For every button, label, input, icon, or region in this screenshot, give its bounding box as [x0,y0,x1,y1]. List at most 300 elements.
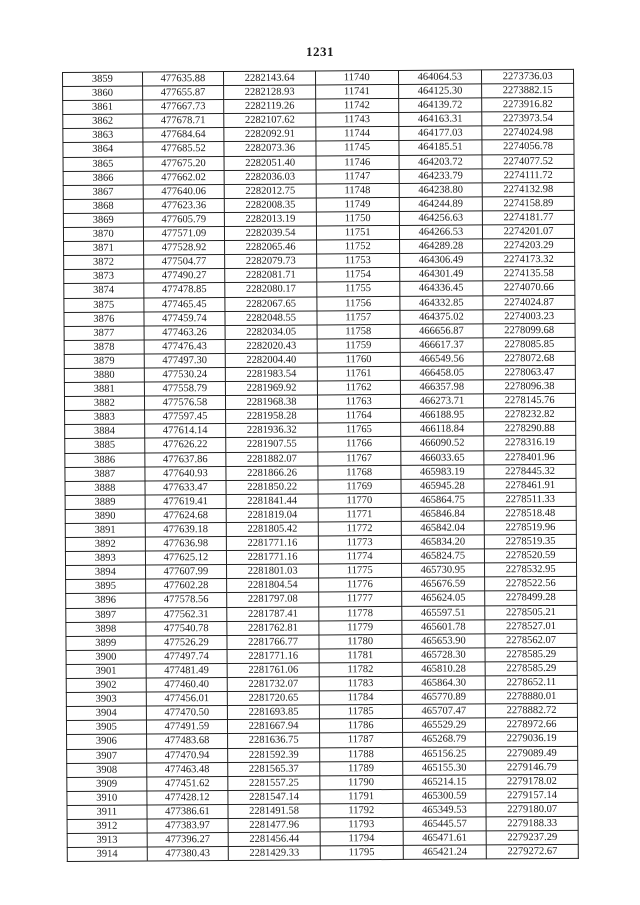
x-coord-right-cell: 465529.29 [402,718,486,733]
x-coord-left-cell: 477459.74 [144,311,226,326]
y-coord-left-cell: 2281787.41 [227,607,319,622]
point-id-left-cell: 3901 [66,664,146,679]
y-coord-right-cell: 2278562.07 [485,633,577,648]
x-coord-right-cell: 466357.98 [400,380,484,395]
x-coord-right-cell: 465624.05 [401,591,485,606]
point-id-right-cell: 11781 [319,648,402,663]
point-id-right-cell: 11768 [318,465,401,480]
point-id-right-cell: 11779 [319,620,402,635]
x-coord-left-cell: 477383.97 [147,818,229,833]
y-coord-left-cell: 2282081.71 [225,268,317,283]
page-number: 1231 [306,44,334,59]
y-coord-left-cell: 2282039.54 [225,226,317,241]
point-id-left-cell: 3905 [66,720,146,735]
x-coord-left-cell: 477490.27 [143,269,225,284]
x-coord-right-cell: 465653.90 [402,634,486,649]
point-id-left-cell: 3869 [63,213,143,228]
y-coord-right-cell: 2279180.07 [486,802,578,817]
point-id-right-cell: 11793 [320,817,403,832]
x-coord-right-cell: 466617.37 [400,338,484,353]
x-coord-right-cell: 465770.89 [402,690,486,705]
y-coord-left-cell: 2282128.93 [224,85,316,100]
y-coord-left-cell: 2282143.64 [224,71,316,86]
x-coord-right-cell: 464163.31 [398,112,482,127]
x-coord-right-cell: 466549.56 [400,352,484,367]
y-coord-right-cell: 2278585.29 [485,647,577,662]
y-coord-left-cell: 2281761.06 [227,663,319,678]
y-coord-right-cell: 2278401.96 [484,450,576,465]
y-coord-right-cell: 2279237.29 [486,830,578,845]
x-coord-right-cell: 465983.19 [400,465,484,480]
x-coord-left-cell: 477558.79 [144,382,226,397]
y-coord-left-cell: 2282013.19 [225,212,317,227]
x-coord-right-cell: 466033.65 [400,450,484,465]
y-coord-right-cell: 2274132.98 [482,182,574,197]
point-id-left-cell: 3893 [65,551,145,566]
y-coord-right-cell: 2279188.33 [486,816,578,831]
point-id-left-cell: 3912 [67,819,147,834]
y-coord-left-cell: 2282079.73 [225,254,317,269]
y-coord-right-cell: 2278520.59 [485,549,577,564]
y-coord-right-cell: 2278085.85 [483,337,575,352]
y-coord-right-cell: 2273973.54 [482,112,574,127]
point-id-right-cell: 11745 [316,141,399,156]
x-coord-right-cell: 465864.30 [402,676,486,691]
y-coord-right-cell: 2278882.72 [486,704,578,719]
x-coord-right-cell: 464266.53 [399,225,483,240]
y-coord-left-cell: 2281693.85 [228,705,320,720]
point-id-right-cell: 11770 [318,493,401,508]
point-id-right-cell: 11747 [316,169,399,184]
point-id-left-cell: 3859 [63,72,143,87]
y-coord-right-cell: 2278519.96 [484,520,576,535]
point-id-right-cell: 11773 [318,536,401,551]
x-coord-left-cell: 477478.85 [143,283,225,298]
y-coord-right-cell: 2274003.23 [483,309,575,324]
point-id-left-cell: 3890 [65,509,145,524]
y-coord-left-cell: 2282008.35 [225,198,317,213]
y-coord-left-cell: 2282067.65 [225,296,317,311]
point-id-left-cell: 3880 [64,368,144,383]
x-coord-left-cell: 477428.12 [147,790,229,805]
x-coord-left-cell: 477625.12 [145,551,227,566]
point-id-left-cell: 3860 [63,86,143,101]
point-id-left-cell: 3888 [65,481,145,496]
x-coord-left-cell: 477605.79 [143,212,225,227]
point-id-right-cell: 11789 [320,761,403,776]
x-coord-right-cell: 465597.51 [401,605,485,620]
x-coord-right-cell: 464125.30 [398,84,482,99]
y-coord-left-cell: 2281958.28 [226,409,318,424]
x-coord-right-cell: 465300.59 [402,789,486,804]
y-coord-left-cell: 2281804.54 [227,578,319,593]
x-coord-right-cell: 464185.51 [399,140,483,155]
y-coord-right-cell: 2274024.87 [483,295,575,310]
y-coord-left-cell: 2281797.08 [227,592,319,607]
y-coord-right-cell: 2278972.66 [486,718,578,733]
y-coord-right-cell: 2274111.72 [482,168,574,183]
point-id-right-cell: 11746 [316,155,399,170]
point-id-right-cell: 11750 [316,211,399,226]
x-coord-right-cell: 465676.59 [401,577,485,592]
x-coord-right-cell: 465155.30 [402,761,486,776]
x-coord-left-cell: 477456.01 [146,692,228,707]
x-coord-left-cell: 477380.43 [147,847,229,862]
y-coord-left-cell: 2281983.54 [226,367,318,382]
y-coord-left-cell: 2281732.07 [227,677,319,692]
y-coord-left-cell: 2281429.33 [228,846,320,861]
y-coord-left-cell: 2281771.16 [227,550,319,565]
point-id-right-cell: 11784 [319,691,402,706]
y-coord-right-cell: 2279146.79 [486,760,578,775]
point-id-right-cell: 11764 [318,409,401,424]
point-id-left-cell: 3913 [67,833,147,848]
x-coord-right-cell: 466118.84 [400,422,484,437]
y-coord-right-cell: 2278232.82 [484,408,576,423]
point-id-right-cell: 11741 [316,85,399,100]
point-id-left-cell: 3892 [65,537,145,552]
x-coord-right-cell: 465156.25 [402,746,486,761]
point-id-left-cell: 3907 [67,748,147,763]
x-coord-left-cell: 477602.28 [145,579,227,594]
y-coord-right-cell: 2278880.01 [486,689,578,704]
point-id-left-cell: 3914 [67,847,147,862]
x-coord-left-cell: 477636.98 [145,537,227,552]
coordinates-table [62,69,579,862]
y-coord-left-cell: 2281592.39 [228,747,320,762]
y-coord-left-cell: 2282119.26 [224,99,316,114]
y-coord-left-cell: 2281547.14 [228,790,320,805]
x-coord-right-cell: 466656.87 [400,324,484,339]
x-coord-left-cell: 477626.22 [144,438,226,453]
y-coord-right-cell: 2278445.32 [484,464,576,479]
y-coord-left-cell: 2281636.75 [228,733,320,748]
y-coord-right-cell: 2274173.32 [483,253,575,268]
x-coord-right-cell: 465445.57 [403,817,487,832]
y-coord-left-cell: 2281805.42 [226,522,318,537]
point-id-left-cell: 3903 [66,692,146,707]
point-id-left-cell: 3863 [63,128,143,143]
y-coord-left-cell: 2282036.03 [224,170,316,185]
x-coord-right-cell: 466458.05 [400,366,484,381]
y-coord-right-cell: 2278527.01 [485,619,577,634]
x-coord-left-cell: 477678.71 [142,114,224,129]
y-coord-right-cell: 2278519.35 [485,534,577,549]
x-coord-left-cell: 477530.24 [144,367,226,382]
x-coord-left-cell: 477571.09 [143,227,225,242]
y-coord-right-cell: 2274201.07 [483,224,575,239]
point-id-right-cell: 11753 [317,254,400,269]
point-id-right-cell: 11778 [319,606,402,621]
y-coord-right-cell: 2274024.98 [482,126,574,141]
x-coord-left-cell: 477607.99 [145,565,227,580]
x-coord-right-cell: 464139.72 [398,98,482,113]
x-coord-right-cell: 465268.79 [402,732,486,747]
x-coord-right-cell: 464064.53 [398,70,482,85]
y-coord-left-cell: 2281969.92 [226,381,318,396]
point-id-left-cell: 3882 [64,396,144,411]
x-coord-left-cell: 477667.73 [142,100,224,115]
y-coord-left-cell: 2281771.16 [227,536,319,551]
y-coord-right-cell: 2273736.03 [482,69,574,84]
point-id-right-cell: 11756 [317,296,400,311]
y-coord-right-cell: 2274181.77 [483,210,575,225]
point-id-left-cell: 3886 [65,453,145,468]
x-coord-right-cell: 465834.20 [401,535,485,550]
y-coord-left-cell: 2282004.40 [225,353,317,368]
y-coord-right-cell: 2273882.15 [482,83,574,98]
x-coord-left-cell: 477633.47 [145,480,227,495]
x-coord-left-cell: 477386.61 [147,804,229,819]
y-coord-right-cell: 2278461.91 [484,478,576,493]
x-coord-right-cell: 465728.30 [402,648,486,663]
x-coord-right-cell: 464301.49 [399,267,483,282]
point-id-right-cell: 11788 [320,747,403,762]
point-id-left-cell: 3878 [64,340,144,355]
y-coord-left-cell: 2281771.16 [227,649,319,664]
y-coord-right-cell: 2278652.11 [485,675,577,690]
x-coord-left-cell: 477528.92 [143,241,225,256]
y-coord-left-cell: 2282020.43 [225,339,317,354]
x-coord-right-cell: 464233.79 [399,169,483,184]
x-coord-right-cell: 464256.63 [399,211,483,226]
x-coord-left-cell: 477451.62 [146,776,228,791]
point-id-left-cell: 3909 [67,777,147,792]
x-coord-left-cell: 477463.48 [146,762,228,777]
y-coord-right-cell: 2279178.02 [486,774,578,789]
x-coord-left-cell: 477465.45 [143,297,225,312]
x-coord-right-cell: 465471.61 [403,831,487,846]
point-id-left-cell: 3867 [63,185,143,200]
point-id-left-cell: 3875 [64,298,144,313]
point-id-left-cell: 3871 [64,241,144,256]
x-coord-right-cell: 465349.53 [403,803,487,818]
point-id-left-cell: 3889 [65,495,145,510]
y-coord-left-cell: 2281477.96 [228,818,320,833]
point-id-right-cell: 11744 [316,127,399,142]
x-coord-left-cell: 477481.49 [146,663,228,678]
y-coord-left-cell: 2281766.77 [227,635,319,650]
point-id-right-cell: 11743 [316,113,399,128]
point-id-right-cell: 11757 [317,310,400,325]
point-id-right-cell: 11791 [320,789,403,804]
point-id-left-cell: 3872 [64,255,144,270]
y-coord-right-cell: 2278096.38 [484,379,576,394]
y-coord-right-cell: 2278290.88 [484,422,576,437]
point-id-left-cell: 3910 [67,791,147,806]
point-id-left-cell: 3894 [66,565,146,580]
x-coord-right-cell: 464177.03 [398,126,482,141]
x-coord-left-cell: 477460.40 [146,678,228,693]
y-coord-right-cell: 2278499.28 [485,591,577,606]
y-coord-left-cell: 2282080.17 [225,282,317,297]
x-coord-left-cell: 477576.58 [144,396,226,411]
x-coord-right-cell: 464336.45 [399,281,483,296]
x-coord-left-cell: 477635.88 [142,72,224,87]
point-id-right-cell: 11787 [319,733,402,748]
y-coord-right-cell: 2279157.14 [486,788,578,803]
y-coord-right-cell: 2274056.78 [482,140,574,155]
y-coord-left-cell: 2281491.58 [228,804,320,819]
y-coord-right-cell: 2278145.76 [484,394,576,409]
y-coord-left-cell: 2282034.05 [225,325,317,340]
x-coord-left-cell: 477491.59 [146,720,228,735]
point-id-left-cell: 3883 [65,410,145,425]
x-coord-right-cell: 466273.71 [400,394,484,409]
point-id-left-cell: 3884 [65,424,145,439]
x-coord-left-cell: 477640.06 [143,184,225,199]
point-id-right-cell: 11761 [317,366,400,381]
y-coord-right-cell: 2278505.21 [485,605,577,620]
point-id-right-cell: 11776 [319,578,402,593]
point-id-left-cell: 3911 [67,805,147,820]
x-coord-right-cell: 464238.80 [399,183,483,198]
point-id-left-cell: 3891 [65,523,145,538]
y-coord-right-cell: 2278063.47 [484,365,576,380]
point-id-right-cell: 11758 [317,324,400,339]
y-coord-right-cell: 2278518.48 [484,506,576,521]
y-coord-right-cell: 2274077.52 [482,154,574,169]
y-coord-left-cell: 2281801.03 [227,564,319,579]
point-id-right-cell: 11771 [318,507,401,522]
point-id-left-cell: 3881 [64,382,144,397]
point-id-right-cell: 11760 [317,352,400,367]
table-row [67,845,578,862]
point-id-left-cell: 3868 [63,199,143,214]
point-id-right-cell: 11774 [318,550,401,565]
point-id-right-cell: 11792 [320,803,403,818]
point-id-left-cell: 3906 [67,734,147,749]
y-coord-right-cell: 2274135.58 [483,267,575,282]
point-id-right-cell: 11754 [317,268,400,283]
point-id-left-cell: 3861 [63,100,143,115]
point-id-left-cell: 3885 [65,438,145,453]
point-id-left-cell: 3902 [66,678,146,693]
x-coord-left-cell: 477619.41 [145,494,227,509]
y-coord-left-cell: 2282073.36 [224,141,316,156]
x-coord-left-cell: 477396.27 [147,833,229,848]
x-coord-right-cell: 465864.75 [401,493,485,508]
point-id-left-cell: 3876 [64,312,144,327]
x-coord-right-cell: 465846.84 [401,507,485,522]
point-id-left-cell: 3864 [63,142,143,157]
x-coord-left-cell: 477685.52 [143,142,225,157]
x-coord-right-cell: 465601.78 [401,620,485,635]
x-coord-left-cell: 477526.29 [146,635,228,650]
point-id-right-cell: 11755 [317,282,400,297]
x-coord-left-cell: 477483.68 [146,734,228,749]
x-coord-left-cell: 477578.56 [145,593,227,608]
y-coord-left-cell: 2281907.55 [226,437,318,452]
y-coord-left-cell: 2282092.91 [224,127,316,142]
x-coord-left-cell: 477497.30 [144,353,226,368]
point-id-left-cell: 3896 [66,593,146,608]
point-id-left-cell: 3870 [63,227,143,242]
y-coord-right-cell: 2278072.68 [483,351,575,366]
y-coord-left-cell: 2281720.65 [228,691,320,706]
point-id-right-cell: 11783 [319,676,402,691]
point-id-right-cell: 11769 [318,479,401,494]
y-coord-left-cell: 2281968.38 [226,395,318,410]
point-id-left-cell: 3879 [64,354,144,369]
x-coord-left-cell: 477640.93 [145,466,227,481]
x-coord-left-cell: 477562.31 [145,607,227,622]
y-coord-right-cell: 2278099.68 [483,323,575,338]
y-coord-right-cell: 2278532.95 [485,563,577,578]
x-coord-left-cell: 477597.45 [144,410,226,425]
y-coord-left-cell: 2281882.07 [226,451,318,466]
x-coord-right-cell: 465707.47 [402,704,486,719]
point-id-right-cell: 11795 [320,846,403,861]
point-id-left-cell: 3865 [63,157,143,172]
y-coord-left-cell: 2281456.44 [228,832,320,847]
x-coord-left-cell: 477684.64 [142,128,224,143]
x-coord-right-cell: 465945.28 [401,479,485,494]
x-coord-left-cell: 477463.26 [144,325,226,340]
x-coord-right-cell: 464375.02 [400,310,484,325]
point-id-left-cell: 3874 [64,283,144,298]
y-coord-left-cell: 2282048.55 [225,311,317,326]
y-coord-right-cell: 2274203.29 [483,238,575,253]
point-id-right-cell: 11762 [317,381,400,396]
y-coord-left-cell: 2281936.32 [226,423,318,438]
y-coord-right-cell: 2278522.56 [485,577,577,592]
point-id-right-cell: 11790 [320,775,403,790]
x-coord-left-cell: 477504.77 [143,255,225,270]
x-coord-right-cell: 465730.95 [401,563,485,578]
point-id-right-cell: 11742 [316,99,399,114]
y-coord-left-cell: 2281557.25 [228,776,320,791]
y-coord-left-cell: 2281850.22 [226,480,318,495]
x-coord-left-cell: 477470.50 [146,706,228,721]
point-id-right-cell: 11752 [316,240,399,255]
point-id-right-cell: 11766 [318,437,401,452]
point-id-right-cell: 11759 [317,338,400,353]
x-coord-right-cell: 465824.75 [401,549,485,564]
y-coord-right-cell: 2274158.89 [482,196,574,211]
y-coord-right-cell: 2278585.29 [485,661,577,676]
point-id-left-cell: 3900 [66,650,146,665]
x-coord-left-cell: 477540.78 [145,621,227,636]
x-coord-right-cell: 465214.15 [402,775,486,790]
x-coord-left-cell: 477497.74 [146,649,228,664]
point-id-left-cell: 3877 [64,326,144,341]
point-id-left-cell: 3895 [66,579,146,594]
y-coord-left-cell: 2281762.81 [227,621,319,636]
point-id-left-cell: 3873 [64,269,144,284]
x-coord-right-cell: 464203.72 [399,154,483,169]
x-coord-right-cell: 464306.49 [399,253,483,268]
point-id-right-cell: 11767 [318,451,401,466]
point-id-right-cell: 11780 [319,634,402,649]
point-id-right-cell: 11748 [316,183,399,198]
y-coord-right-cell: 2274070.66 [483,281,575,296]
x-coord-left-cell: 477476.43 [144,339,226,354]
x-coord-left-cell: 477624.68 [145,508,227,523]
point-id-right-cell: 11772 [318,521,401,536]
y-coord-left-cell: 2281866.26 [226,466,318,481]
x-coord-right-cell: 464332.85 [399,295,483,310]
x-coord-left-cell: 477662.02 [143,170,225,185]
point-id-right-cell: 11740 [315,70,398,85]
y-coord-left-cell: 2282065.46 [225,240,317,255]
y-coord-right-cell: 2279089.49 [486,746,578,761]
point-id-right-cell: 11794 [320,831,403,846]
point-id-right-cell: 11782 [319,662,402,677]
y-coord-right-cell: 2273916.82 [482,98,574,113]
point-id-left-cell: 3908 [67,763,147,778]
x-coord-left-cell: 477639.18 [145,523,227,538]
